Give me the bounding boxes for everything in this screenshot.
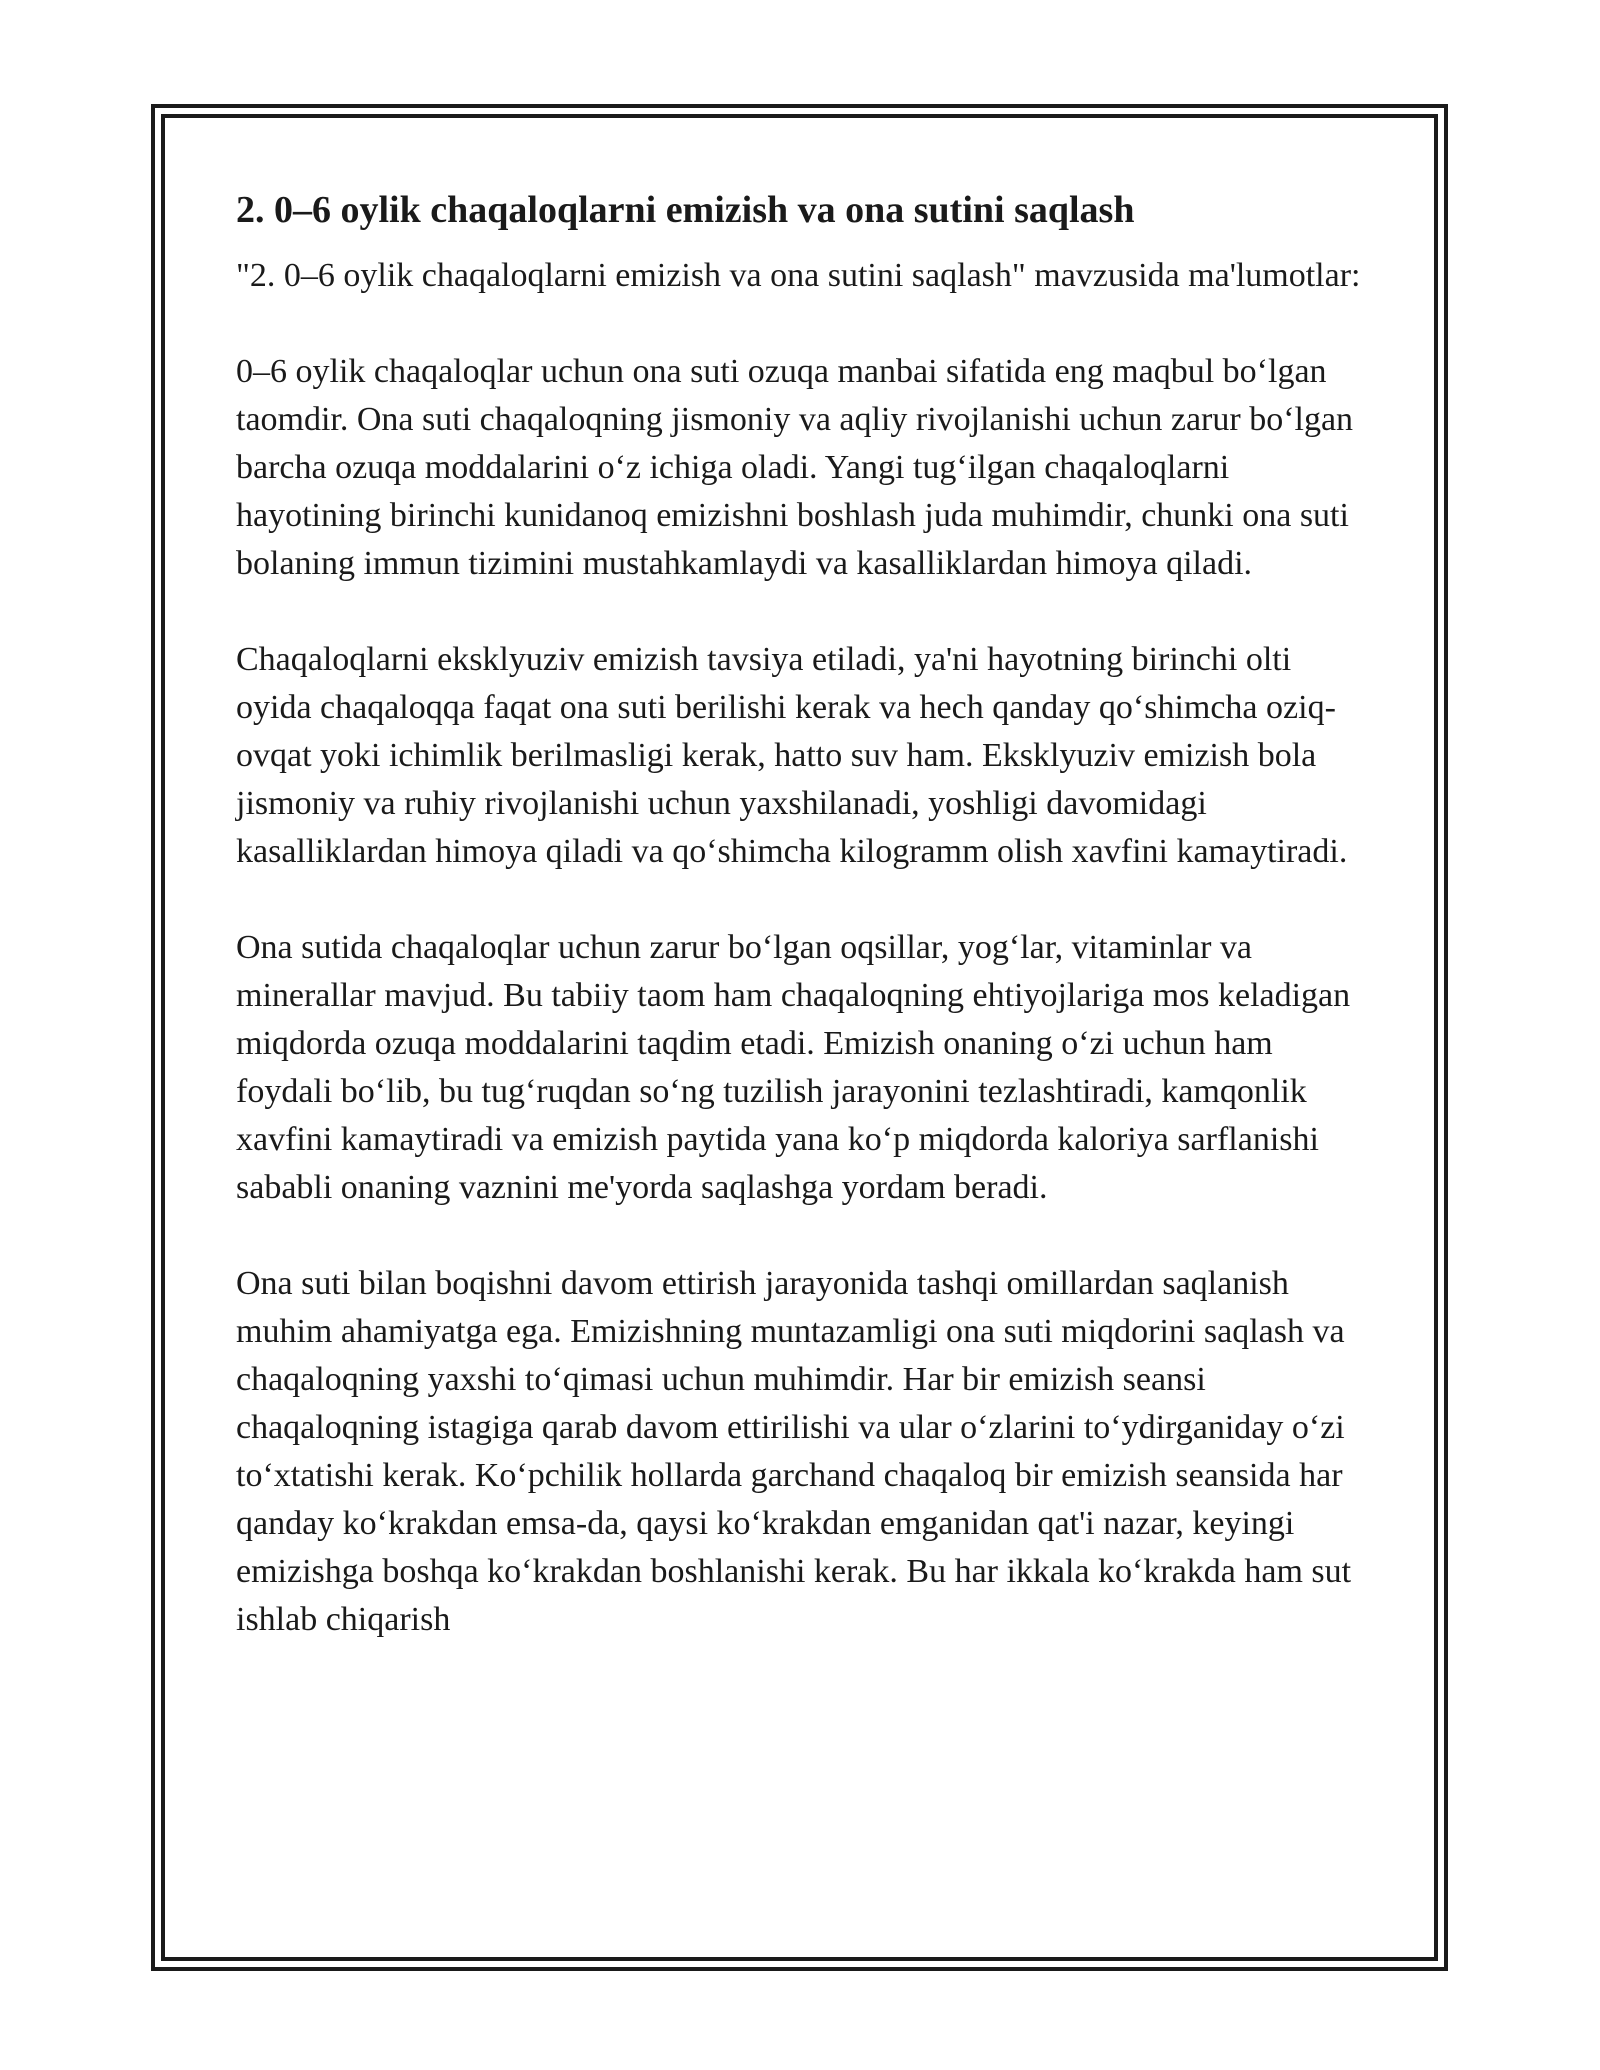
intro-paragraph: "2. 0–6 oylik chaqaloqlarni emizish va ona sutini saqlash" mavzusida ma'lumotlar: (236, 257, 1361, 294)
paragraph-continued-feeding: Ona suti bilan boqishni davom ettirish jarayonida tashqi omillardan saqlanish muhim ahamiyatga ega. Emizishning muntazamligi ona suti miqdorini saqlash va chaqaloqning yaxshi to‘qimasi uchun muhimdir. Har bir emizish seansi chaqaloqning istagiga qarab davom ettirilishi va ular o‘zlarini to‘ydirganiday o‘zi to‘xtatishi kerak. Ko‘pchilik hollarda garchand chaqaloq bir emizish seansida har qanday ko‘krakdan emsa-da, qaysi ko‘krakdan emganidan qat'i nazar, keyingi emizishga boshqa ko‘krakdan boshlanishi kerak. Bu har ikkala ko‘krakda ham sut ishlab chiqarish (236, 1265, 1352, 1638)
paragraph-breastmilk-best-food: 0–6 oylik chaqaloqlar uchun ona suti ozuqa manbai sifatida eng maqbul bo‘lgan taomdir. Ona suti chaqaloqning jismoniy va aqliy rivojlanishi uchun zarur bo‘lgan barcha ozuqa moddalarini o‘z ichiga oladi. Yangi tug‘ilgan chaqaloqlarni hayotining birinchi kunidanoq emizishni boshlash juda muhimdir, chunki ona suti bolaning immun tizimini mustahkamlaydi va kasalliklardan himoya qiladi. (236, 353, 1354, 582)
paragraph-exclusive-breastfeeding: Chaqaloqlarni eksklyuziv emizish tavsiya etiladi, ya'ni hayotning birinchi olti oyida chaqaloqqa faqat ona suti berilishi kerak va hech qanday qo‘shimcha oziq-ovqat yoki ichimlik berilmasligi kerak, hatto suv ham. Eksklyuziv emizish bola jismoniy va ruhiy rivojlanishi uchun yaxshilanadi, yoshligi davomidagi kasalliklardan himoya qiladi va qo‘shimcha kilogramm olish xavfini kamaytiradi. (236, 641, 1348, 870)
document-body (236, 186, 1366, 1692)
document-title: 2. 0–6 oylik chaqaloqlarni emizish va ona sutini saqlash (236, 189, 1135, 231)
paragraph-nutrients: Ona sutida chaqaloqlar uchun zarur bo‘lgan oqsillar, yog‘lar, vitaminlar va minerallar mavjud. Bu tabiiy taom ham chaqaloqning ehtiyojlariga mos keladigan miqdorda ozuqa moddalarini taqdim etadi. Emizish onaning o‘zi uchun ham foydali bo‘lib, bu tug‘ruqdan so‘ng tuzilish jarayonini tezlashtiradi, kamqonlik xavfini kamaytiradi va emizish paytida yana ko‘p miqdorda kaloriya sarflanishi sababli onaning vaznini me'yorda saqlashga yordam beradi. (236, 929, 1351, 1206)
